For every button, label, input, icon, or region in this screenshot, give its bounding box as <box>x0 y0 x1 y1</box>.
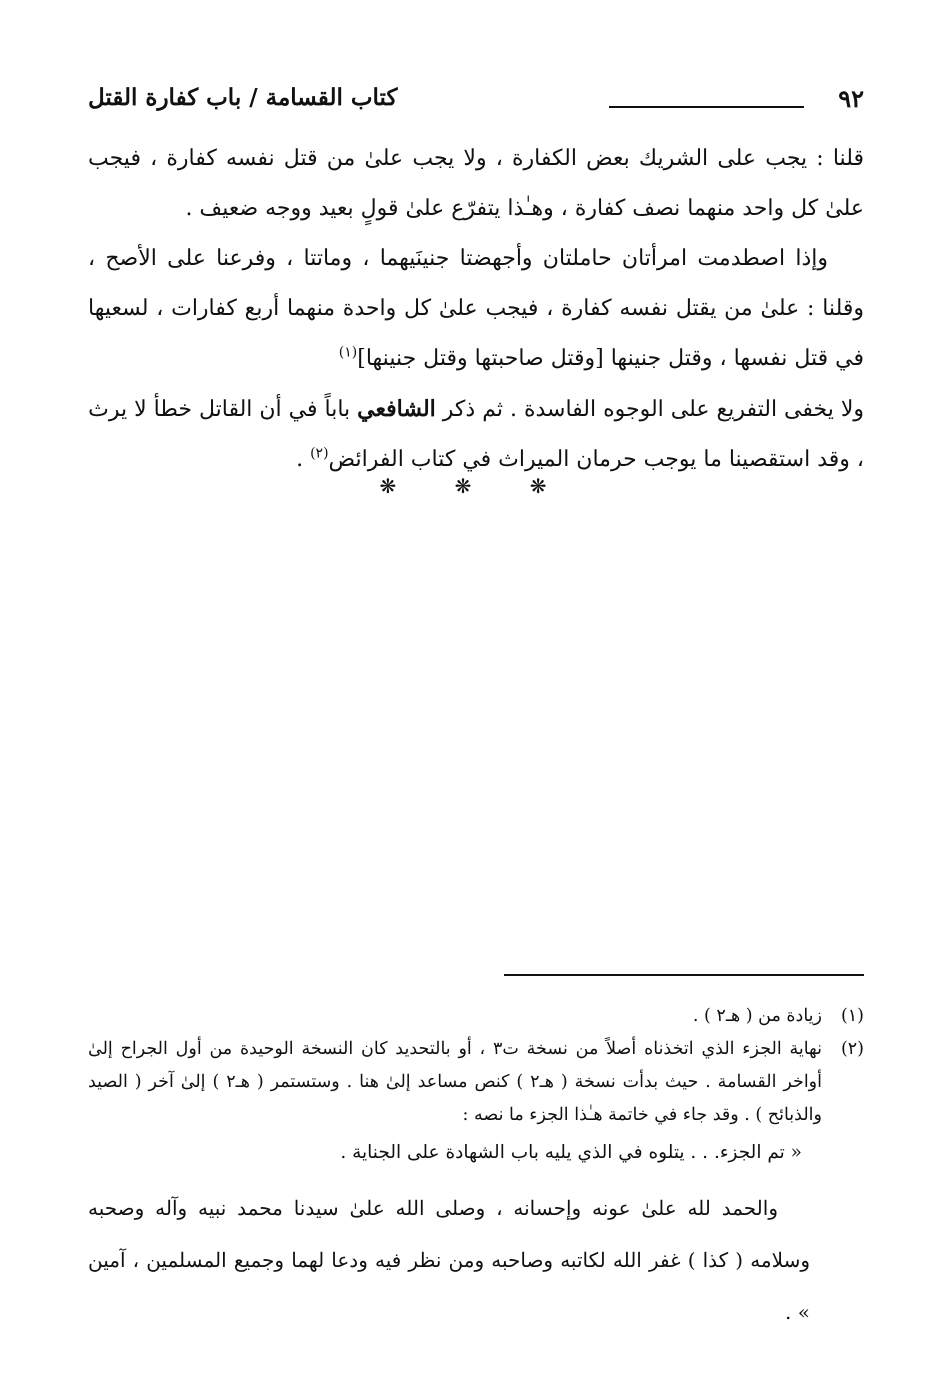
paragraph-1 <box>88 134 864 234</box>
paragraph-3-text-b: باباً في أن القاتل خطأ لا يرث ، وقد استقصينا ما يوجب حرمان الميراث في كتاب الفرائض <box>88 397 864 472</box>
paragraph-2-text: وإذا اصطدمت امرأتان حاملتان وأجهضتا جنينَيهما ، وماتتا ، وفرعنا على الأصح ، وقلنا : علىٰ من يقتل نفسه كفارة ، فيجب علىٰ كل واحدة منهما أربع كفارات ، لسعيها في قتل نفسها ، وقتل جنينها [وقتل صاحبتها وقتل جنينها] <box>88 246 864 371</box>
footnote-2 <box>88 1033 864 1172</box>
header-rule <box>609 106 804 108</box>
page-header <box>88 82 864 126</box>
colophon-text: والحمد لله علىٰ عونه وإحسانه ، وصلى الله علىٰ سيدنا محمد نبيه وآله وصحبه وسلامه ( كذا ) غفر الله لكاتبه وصاحبه ومن نظر فيه ودعا لهما وجميع المسلمين ، آمين » . <box>88 1196 810 1324</box>
footnote-rule <box>504 974 864 976</box>
main-text <box>88 134 864 485</box>
paragraph-1-text: قلنا : يجب على الشريك بعض الكفارة ، ولا يجب علىٰ من قتل نفسه كفارة ، فيجب علىٰ كل واحد منهما نصف كفارة ، وهـٰذا يتفرّع علىٰ قولٍ بعيد ووجه ضعيف . <box>88 146 864 221</box>
footnote-number: (٢) <box>840 1039 864 1059</box>
footnote-text: نهاية الجزء الذي اتخذناه أصلاً من نسخة ت٣ ، أو بالتحديد كان النسخة الوحيدة من أول الجراح إلىٰ أواخر القسامة . حيث بدأت نسخة ( هـ٢ ) كنص مساعد إلىٰ هنا . وستستمر ( هـ٢ ) إلىٰ آخر ( الصيد والذبائح ) . وقد جاء في خاتمة هـٰذا الجزء ما نصه : <box>88 1039 822 1125</box>
colophon-closing <box>88 1182 810 1338</box>
footnotes <box>88 1000 864 1172</box>
page-number: ٩٢ <box>838 84 864 113</box>
footnote-number: (١) <box>840 1006 864 1026</box>
name-shafii: الشافعي <box>357 396 436 422</box>
paragraph-3-end: . <box>296 447 311 472</box>
paragraph-2 <box>88 234 864 384</box>
footnote-ref-1[interactable]: (١) <box>338 344 358 361</box>
colophon-quote: « تم الجزء. . . يتلوه في الذي يليه باب الشهادة على الجناية . <box>340 1142 802 1163</box>
section-divider-stars: ❋ ❋ ❋ <box>379 474 573 498</box>
footnote-ref-2[interactable]: (٢) <box>310 445 329 462</box>
paragraph-3 <box>88 384 864 485</box>
footnote-text: زيادة من ( هـ٢ ) . <box>692 1006 822 1026</box>
footnote-1 <box>88 1000 864 1033</box>
running-head: كتاب القسامة / باب كفارة القتل <box>88 84 398 111</box>
paragraph-3-text-a: ولا يخفى التفريع على الوجوه الفاسدة . ثم ذكر <box>442 397 864 422</box>
